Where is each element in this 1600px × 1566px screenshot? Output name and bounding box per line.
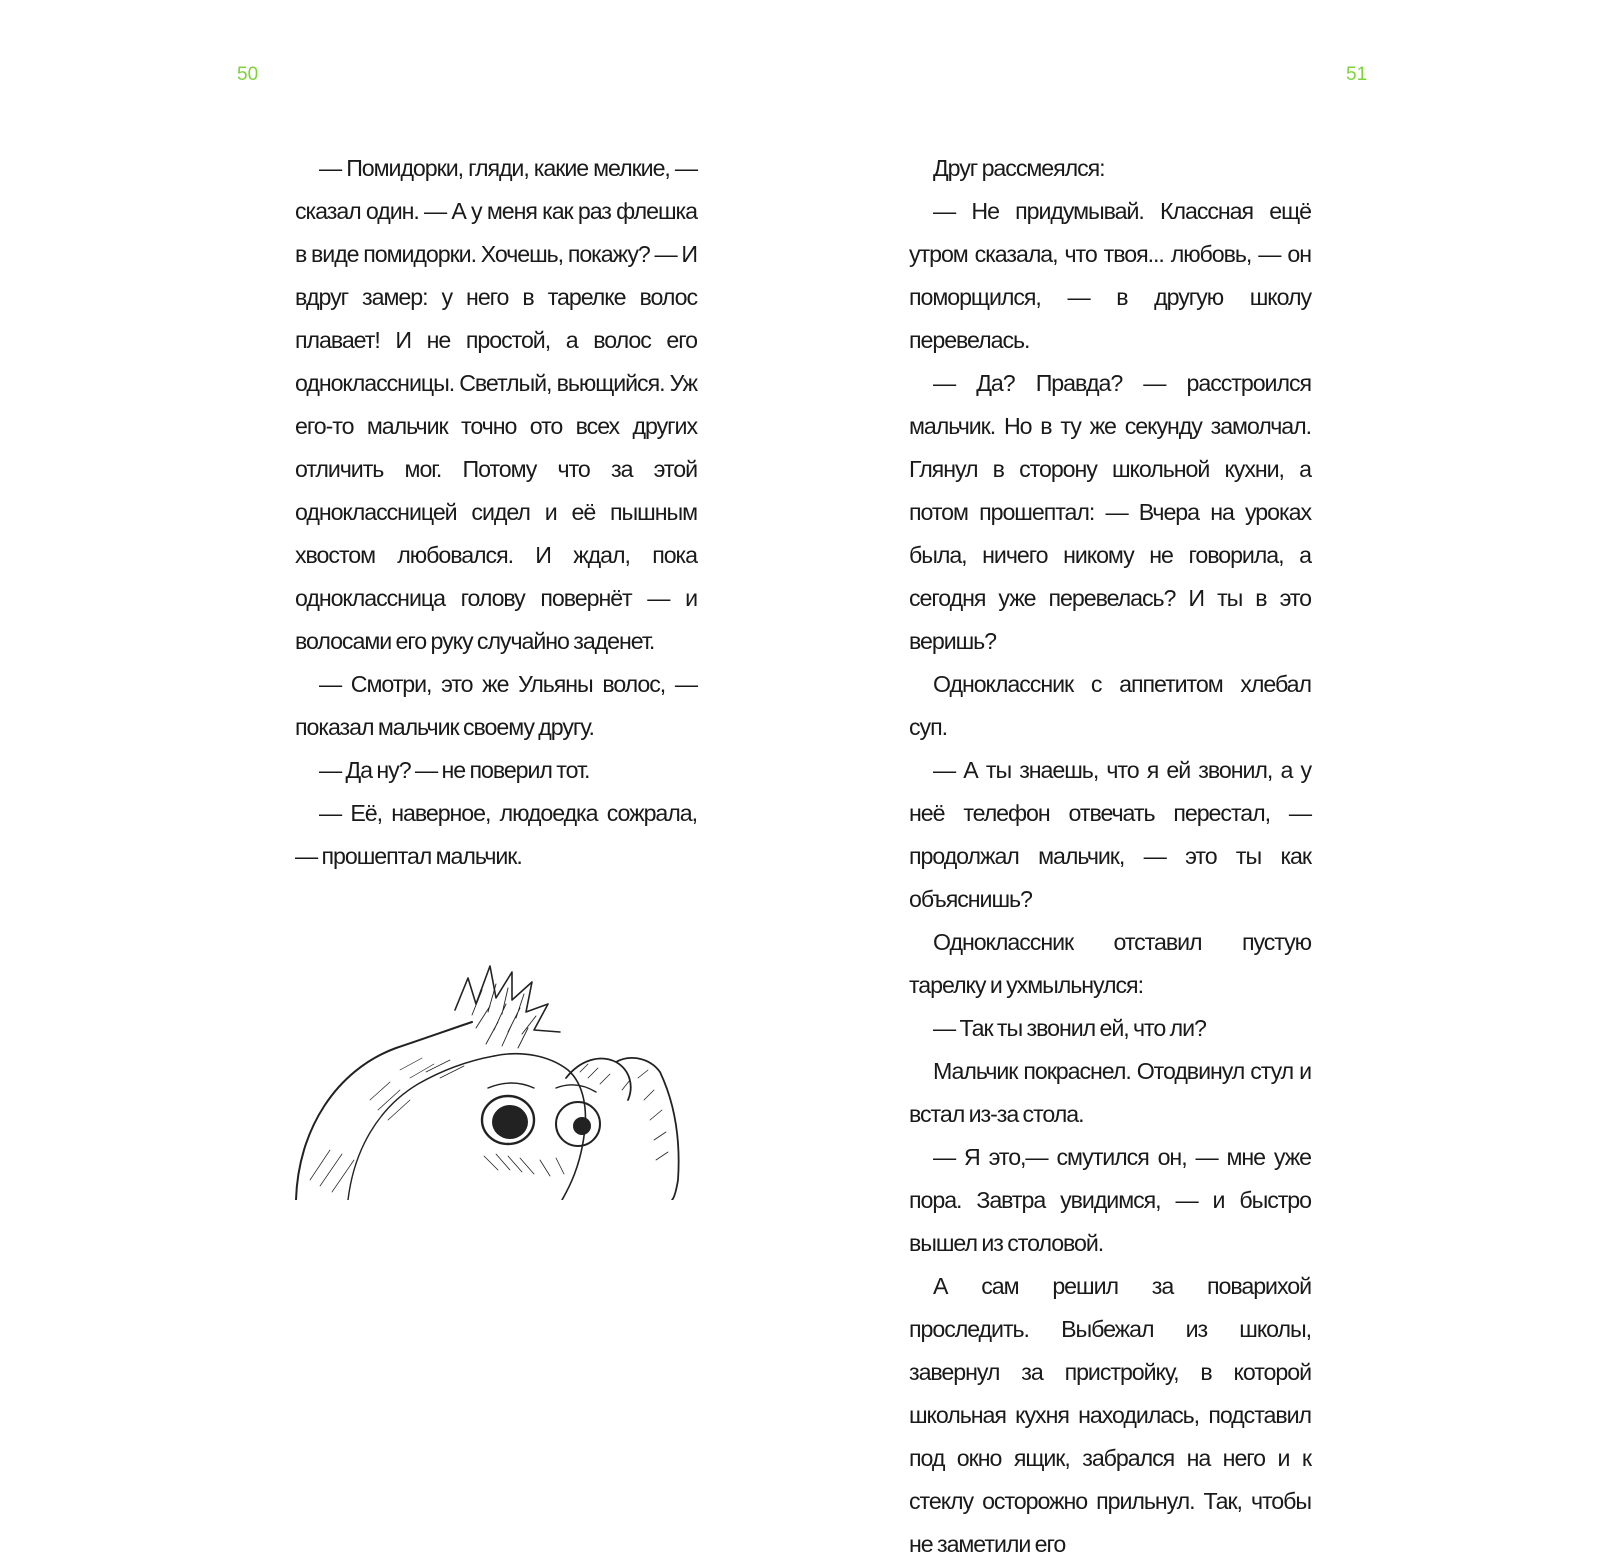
- cheek-hatching: [484, 1154, 564, 1176]
- paragraph: — Да? Правда? — расстроился мальчик. Но в ту же секунду замолчал. Глянул в сторону школьной кухни, а потом прошептал: — Вчера на уроках была, ничего никому не говорила, а сегодня уже перевелась? И ты в это веришь?: [909, 370, 1311, 654]
- page-number-right: 51: [1346, 64, 1368, 85]
- left-pupil: [492, 1105, 528, 1139]
- paragraph: Одноклассник отставил пустую тарелку и ухмыльнулся:: [909, 929, 1311, 998]
- right-page-text: [909, 147, 1311, 1566]
- paragraph: — Её, наверное, людоедка сожрала, — прошептал мальчик.: [295, 800, 697, 869]
- boy-peeking-illustration-icon: [250, 960, 720, 1200]
- hand-hatching: [580, 1064, 668, 1160]
- paragraph: — Я это,— смутился он, — мне уже пора. Завтра увидимся, — и быстро вышел из столовой.: [909, 1144, 1311, 1256]
- paragraph: — Так ты звонил ей, что ли?: [933, 1015, 1206, 1041]
- page-number-left: 50: [237, 64, 259, 85]
- inner-outline: [348, 1056, 494, 1200]
- illustration: [250, 960, 720, 1200]
- paragraph: — Да ну? — не поверил тот.: [319, 757, 590, 783]
- paragraph: Одноклассник с аппетитом хлебал суп.: [909, 671, 1311, 740]
- right-pupil: [573, 1117, 591, 1135]
- hair-strands: [472, 984, 536, 1048]
- paragraph: — Не придумывай. Классная ещё утром сказала, что твоя... любовь, — он поморщился, — в другую школу перевелась.: [909, 198, 1311, 353]
- head-shading: [310, 1058, 464, 1192]
- paragraph: — Помидорки, гляди, какие мелкие, — сказал один. — А у меня как раз флешка в виде помидорки. Хочешь, покажу? — И вдруг замер: у него в тарелке волос плавает! И не простой, а волос его одноклассницы. Светлый, вьющийся. Уж его-то мальчик точно ото всех других отличить мог. Потому что за этой одноклассницей сидел и её пышным хвостом любовался. И ждал, пока одноклассница голову повернёт — и волосами его руку случайно заденет.: [295, 155, 697, 654]
- paragraph: — Смотри, это же Ульяны волос, — показал мальчик своему другу.: [295, 671, 697, 740]
- paragraph: Мальчик покраснел. Отодвинул стул и встал из-за стола.: [909, 1058, 1311, 1127]
- paragraph: Друг рассмеялся:: [933, 155, 1105, 181]
- paragraph: — А ты знаешь, что я ей звонил, а у неё телефон отвечать перестал, — продолжал мальчик, — это ты как объяснишь?: [909, 757, 1311, 912]
- head-outline: [296, 1022, 472, 1200]
- left-page-text: [295, 147, 697, 878]
- paragraph: А сам решил за поварихой проследить. Выбежал из школы, завернул за пристройку, в которой школьная кухня находилась, подставил под окно ящик, забрался на него и к стеклу осторожно прильнул. Так, чтобы не заметили его: [909, 1273, 1311, 1557]
